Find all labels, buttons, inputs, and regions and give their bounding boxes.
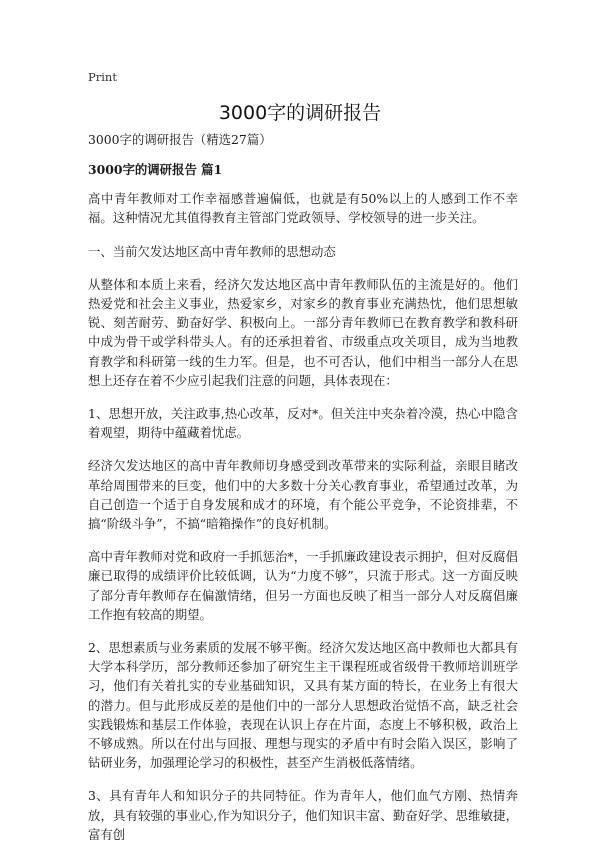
document-subtitle: 3000字的调研报告（精选27篇） [88, 132, 272, 147]
section-heading: 3000字的调研报告 篇1 [88, 162, 223, 178]
document-body [88, 130, 518, 858]
paragraph: 高中青年教师对工作幸福感普遍偏低，也就是有50%以上的人感到工作不幸福。这种情况尤其值得教育主管部门党政领导、学校领导的进一步关注。 [88, 191, 518, 226]
page-title: 3000字的调研报告 [218, 102, 382, 124]
print-label[interactable]: Print [88, 70, 117, 84]
paragraph: 经济欠发达地区的高中青年教师切身感受到改革带来的实际利益，亲眼目睹改革给周围带来的巨变，他们中的大多数十分关心教育事业，希望通过改革，为自己创造一个适于自身发展和成才的环境，有个能公平竞争，不论资排辈，不搞“阶级斗争”，不搞“暗箱操作”的良好机制。 [88, 458, 518, 532]
paragraph: 一、当前欠发达地区高中青年教师的思想动态 [88, 243, 336, 259]
paragraph: 3、具有青年人和知识分子的共同特征。作为青年人，他们血气方刚、热情奔放，具有较强的事业心,作为知识分子，他们知识丰富、勤奋好学、思维敏捷，富有创 [88, 788, 518, 842]
paragraph: 2、思想素质与业务素质的发展不够平衡。经济欠发达地区高中教师也大都具有大学本科学历，部分教师还参加了研究生主干课程班或省级骨干教师培训班学习，他们有关着扎实的专业基础知识，又具有某方面的特长，在业务上有很大的潜力。但与此形成反差的是他们中的一部分人思想政治觉悟不高，缺乏社会实践锻炼和基层工作体验，表现在认识上存在片面，态度上不够积极，政治上不够成熟。所以在付出与回报、理想与现实的矛盾中有时会陷入误区，影响了钻研业务，加强理论学习的积极性，甚至产生消极低落情绪。 [88, 640, 518, 771]
paragraph: 高中青年教师对党和政府一手抓惩治*，一手抓廉政建设表示拥护，但对反腐倡廉已取得的成绩评价比较低调，认为“力度不够”，只流于形式。这一方面反映了部分青年教师存在偏激情绪，但另一方面也反映了相当一部分人对反腐倡廉工作抱有较高的期望。 [88, 549, 518, 622]
paragraph: 从整体和本质上来看，经济欠发达地区高中青年教师队伍的主流是好的。他们热爱党和社会主义事业，热爱家乡，对家乡的教育事业充满热忱，他们思想敏锐、刻苦耐劳、勤奋好学、积极向上。一部分青年教师已在教育教学和教科研中成为骨干或学科带头人。有的还承担着省、市级重点攻关项目，成为当地教育教学和科研第一线的生力军。但是，也不可否认，他们中相当一部分人在思想上还存在着不少应引起我们注意的问题，具体表现在： [88, 276, 518, 388]
paragraph: 1、思想开放，关注政事,热心改革，反对*。但关注中夹杂着冷漠，热心中隐含着观望，期待中蕴藏着忧虑。 [88, 406, 518, 441]
